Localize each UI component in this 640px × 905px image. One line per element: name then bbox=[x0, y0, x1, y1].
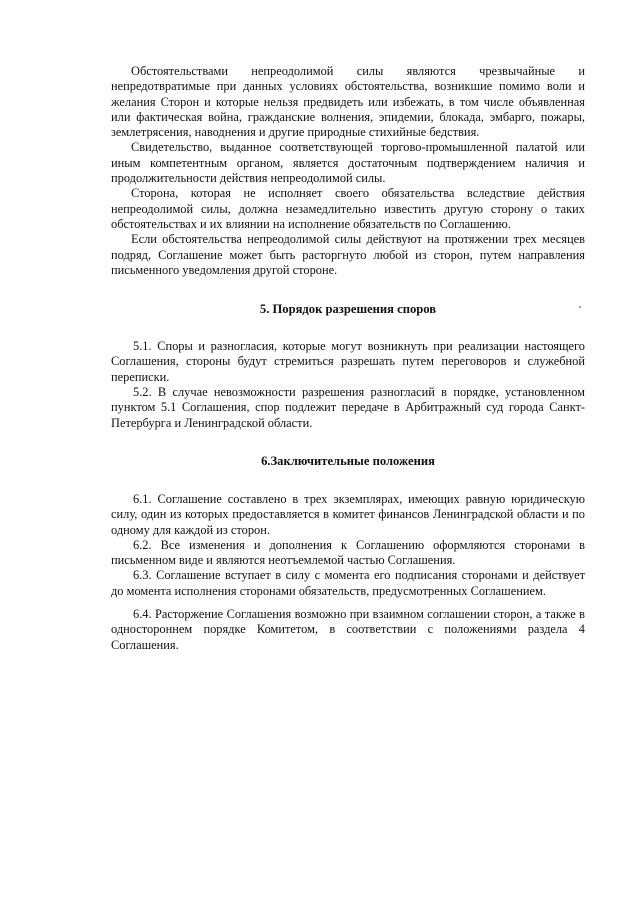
clause-6-1: 6.1. Соглашение составлено в трех экземплярах, имеющих равную юридическую силу, один из которых предоставляется в комитет финансов Ленинградской области и по одному для каждой из сторон. bbox=[111, 491, 585, 537]
force-majeure-certificate: Свидетельство, выданное соответствующей торгово-промышленной палатой или иным компетентным органом, является достаточным подтверждением наличия и продолжительности действия непреодолимой силы. bbox=[111, 140, 585, 186]
document-body bbox=[111, 64, 585, 653]
clause-6-4: 6.4. Расторжение Соглашения возможно при взаимном соглашении сторон, а также в одностороннем порядке Комитетом, в соответствии с положениями раздела 4 Соглашения. bbox=[111, 607, 585, 652]
force-majeure-notification: Сторона, которая не исполняет своего обязательства вследствие действия непреодолимой силы, должна незамедлительно известить другую сторону о таких обстоятельствах и их влиянии на исполнение обязательств по Соглашению. bbox=[111, 186, 585, 231]
clause-6-3: 6.3. Соглашение вступает в силу с момента его подписания сторонами и действует до момента исполнения сторонами обязательств, предусмотренных Соглашением. bbox=[111, 568, 585, 598]
scan-speck bbox=[579, 306, 581, 308]
force-majeure-definition: Обстоятельствами непреодолимой силы являются чрезвычайные и непредотвратимые при данных условиях обстоятельства, возникшие помимо воли и желания Сторон и которые нельзя предвидеть или избежать, в том числе объявленная или фактическая война, гражданские волнения, эпидемии, блокада, эмбарго, пожары, землетрясения, наводнения и другие природные стихийные бедствия. bbox=[111, 64, 585, 140]
section-5-title: 5. Порядок разрешения споров bbox=[259, 302, 437, 317]
clause-5-2: 5.2. В случае невозможности разрешения разногласий в порядке, установленном пунктом 5.1 Соглашения, спор подлежит передаче в Арбитражный суд города Санкт-Петербурга и Ленинградской области. bbox=[111, 385, 585, 430]
clause-5-1: 5.1. Споры и разногласия, которые могут возникнуть при реализации настоящего Соглашения, стороны будут стремиться разрешать путем переговоров и служебной переписки. bbox=[111, 339, 585, 384]
force-majeure-termination: Если обстоятельства непреодолимой силы действуют на протяжении трех месяцев подряд, Соглашение может быть расторгнуто любой из сторон, путем направления письменного уведомления другой стороне. bbox=[111, 232, 585, 277]
clause-6-2: 6.2. Все изменения и дополнения к Соглашению оформляются сторонами в письменном виде и являются неотъемлемой частью Соглашения. bbox=[111, 537, 585, 568]
section-6-title: 6.Заключительные положения bbox=[261, 453, 435, 468]
